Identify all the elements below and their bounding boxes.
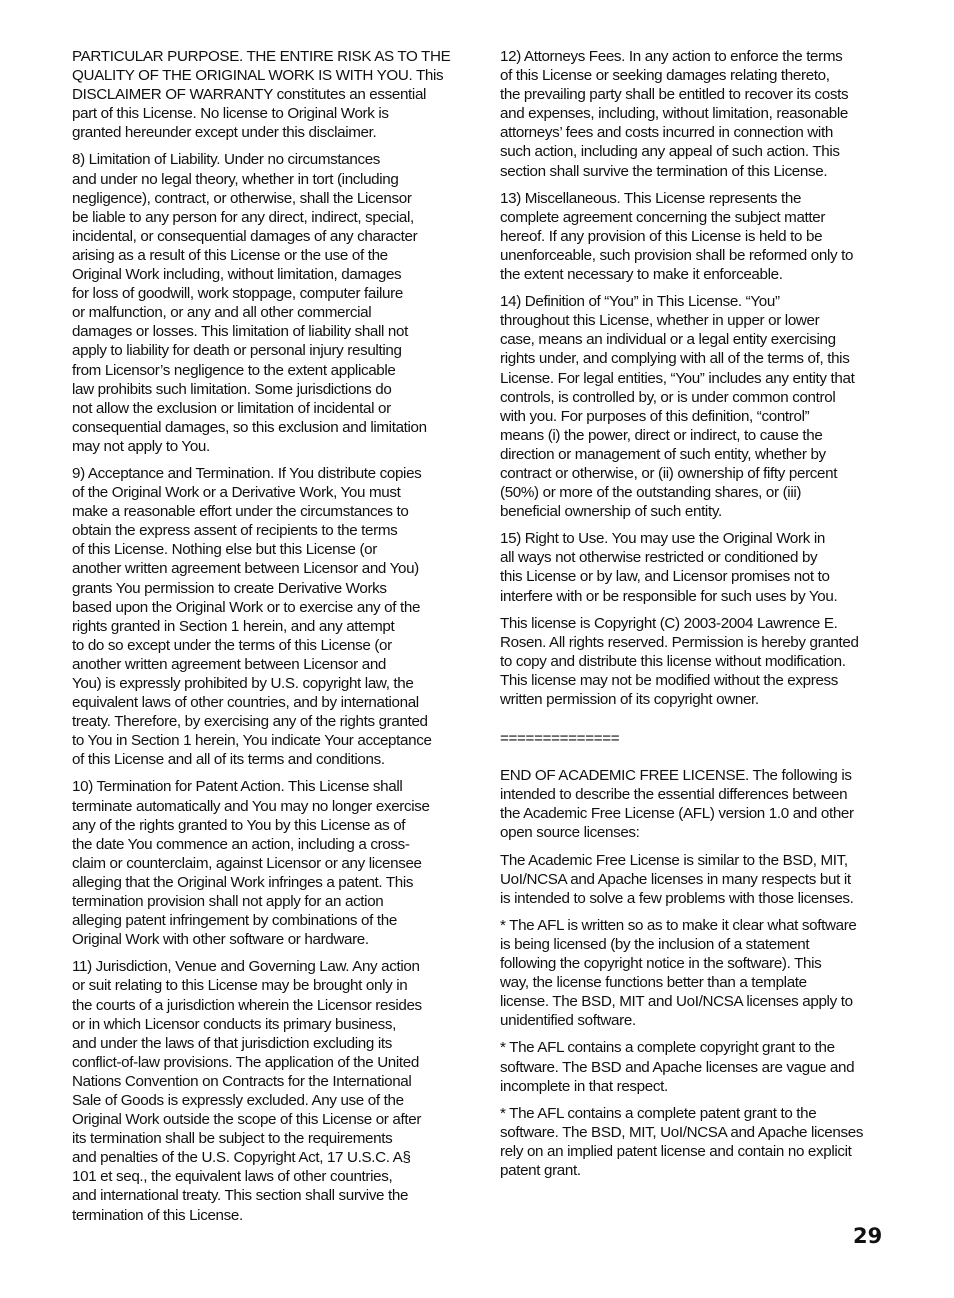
paragraph-jurisdiction-venue-law: 11) Jurisdiction, Venue and Governing Law. Any action or suit relating to this License may be brought only in the courts of a jurisdiction wherein the Licensor resides or in which Licensor conducts its primary business, and under the laws of that jurisdiction excluding its conflict-of-law provisions. The application of the United Nations Convention on Contracts for the International Sale of Goods is expressly excluded. Any use of the Original Work outside the scope of this License or after its termination shall be subject to the requirements and penalties of the U.S. Copyright Act, 17 U.S.C. A§ 101 et seq., the equivalent laws of other countries, and international treaty. This section shall survive the termination of this License.: [72, 958, 422, 1224]
right-column: [500, 47, 884, 1188]
paragraph-miscellaneous: 13) Miscellaneous. This License represents the complete agreement concerning the subject matter hereof. If any provision of this License is held to be unenforceable, such provision shall be reformed only to the extent necessary to make it enforceable.: [500, 189, 854, 284]
paragraph-attorneys-fees: 12) Attorneys Fees. In any action to enforce the terms of this License or seeking damages relating thereto, the prevailing party shall be entitled to recover its costs and expenses, including, without limitation, reasonable attorneys’ fees and costs incurred in connection with such action, including any appeal of such action. This section shall survive the termination of this License.: [500, 48, 849, 180]
paragraph-acceptance-and-termination: 9) Acceptance and Termination. If You distribute copies of the Original Work or a Derivative Work, You must make a reasonable effort under the circumstances to obtain the express assent of recipients to the terms of this License. Nothing else but this License (or another written agreement between Licensor and You) grants You permission to create Derivative Works based upon the Original Work or to exercise any of the rights granted in Section 1 herein, and any attempt to do so except under the terms of this License (or another written agreement between Licensor and You) is expressly prohibited by U.S. copyright law, the equivalent laws of other countries, and by international treaty. Therefore, by exercising any of the rights granted to You in Section 1 herein, You indicate Your acceptance of this License and all of its terms and conditions.: [72, 464, 432, 769]
page-number: 29: [853, 1224, 883, 1248]
bullet-afl-copyright-grant: * The AFL contains a complete copyright grant to the software. The BSD and Apache licenses are vague and incomplete in that respect.: [500, 1039, 855, 1095]
paragraph-end-of-license: END OF ACADEMIC FREE LICENSE. The following is intended to describe the essential differences between the Academic Free License (AFL) version 1.0 and other open source licenses:: [500, 767, 854, 842]
separator-line: ==============: [500, 730, 620, 748]
paragraph-termination-for-patent-action: 10) Termination for Patent Action. This License shall terminate automatically and You may no longer exercise any of the rights granted to You by this License as of the date You commence an action, including a cross- claim or counterclaim, against Licensor or any licensee alleging that the Original Work infringes a patent. This termination provision shall not apply for an action alleging patent infringement by combinations of the Original Work with other software or hardware.: [72, 778, 430, 949]
paragraph-limitation-of-liability: 8) Limitation of Liability. Under no circumstances and under no legal theory, whether in tort (including negligence), contract, or otherwise, shall the Licensor be liable to any person for any direct, indirect, special, incidental, or consequential damages of any character arising as a result of this License or the use of the Original Work including, without limitation, damages for loss of goodwill, work stoppage, computer failure or malfunction, or any and all other commercial damages or losses. This limitation of liability shall not apply to liability for death or personal injury resulting from Licensor’s negligence to the extent applicable law prohibits such limitation. Some jurisdictions do not allow the exclusion or limitation of incidental or consequential damages, so this exclusion and limitation may not apply to You.: [72, 151, 427, 455]
bullet-afl-software-identification: * The AFL is written so as to make it clear what software is being licensed (by the inclusion of a statement following the copyright notice in the software). This way, the license functions better than a template license. The BSD, MIT and UoI/NCSA licenses apply to unidentified software.: [500, 916, 857, 1030]
paragraph-right-to-use: 15) Right to Use. You may use the Original Work in all ways not otherwise restricted or conditioned by this License or by law, and Licensor promises not to interfere with or be responsible for such uses by You.: [500, 530, 838, 605]
paragraph-disclaimer-continued: PARTICULAR PURPOSE. THE ENTIRE RISK AS TO THE QUALITY OF THE ORIGINAL WORK IS WITH YOU. This DISCLAIMER OF WARRANTY constitutes an essential part of this License. No license to Original Work is granted hereunder except under this disclaimer.: [72, 48, 451, 142]
bullet-afl-patent-grant: * The AFL contains a complete patent grant to the software. The BSD, MIT, UoI/NCSA and Apache licenses rely on an implied patent license and contain no explicit patent grant.: [500, 1104, 864, 1179]
left-column: [72, 47, 456, 1233]
paragraph-definition-of-you: 14) Definition of “You” in This License. “You” throughout this License, whether in upper or lower case, means an individual or a legal entity exercising rights under, and complying with all of the terms of, this License. For legal entities, “You” includes any entity that controls, is controlled by, or is under common control with you. For purposes of this definition, “control” means (i) the power, direct or indirect, to cause the direction or management of such entity, whether by contract or otherwise, or (ii) ownership of fifty percent (50%) or more of the outstanding shares, or (iii) beneficial ownership of such entity.: [500, 293, 855, 521]
paragraph-copyright-notice: This license is Copyright (C) 2003-2004 Lawrence E. Rosen. All rights reserved. Permission is hereby granted to copy and distribute this license without modification. This license may not be modified without the express written permission of its copyright owner.: [500, 614, 859, 708]
paragraph-afl-similarity: The Academic Free License is similar to the BSD, MIT, UoI/NCSA and Apache licenses in many respects but it is intended to solve a few problems with those licenses.: [500, 851, 854, 907]
